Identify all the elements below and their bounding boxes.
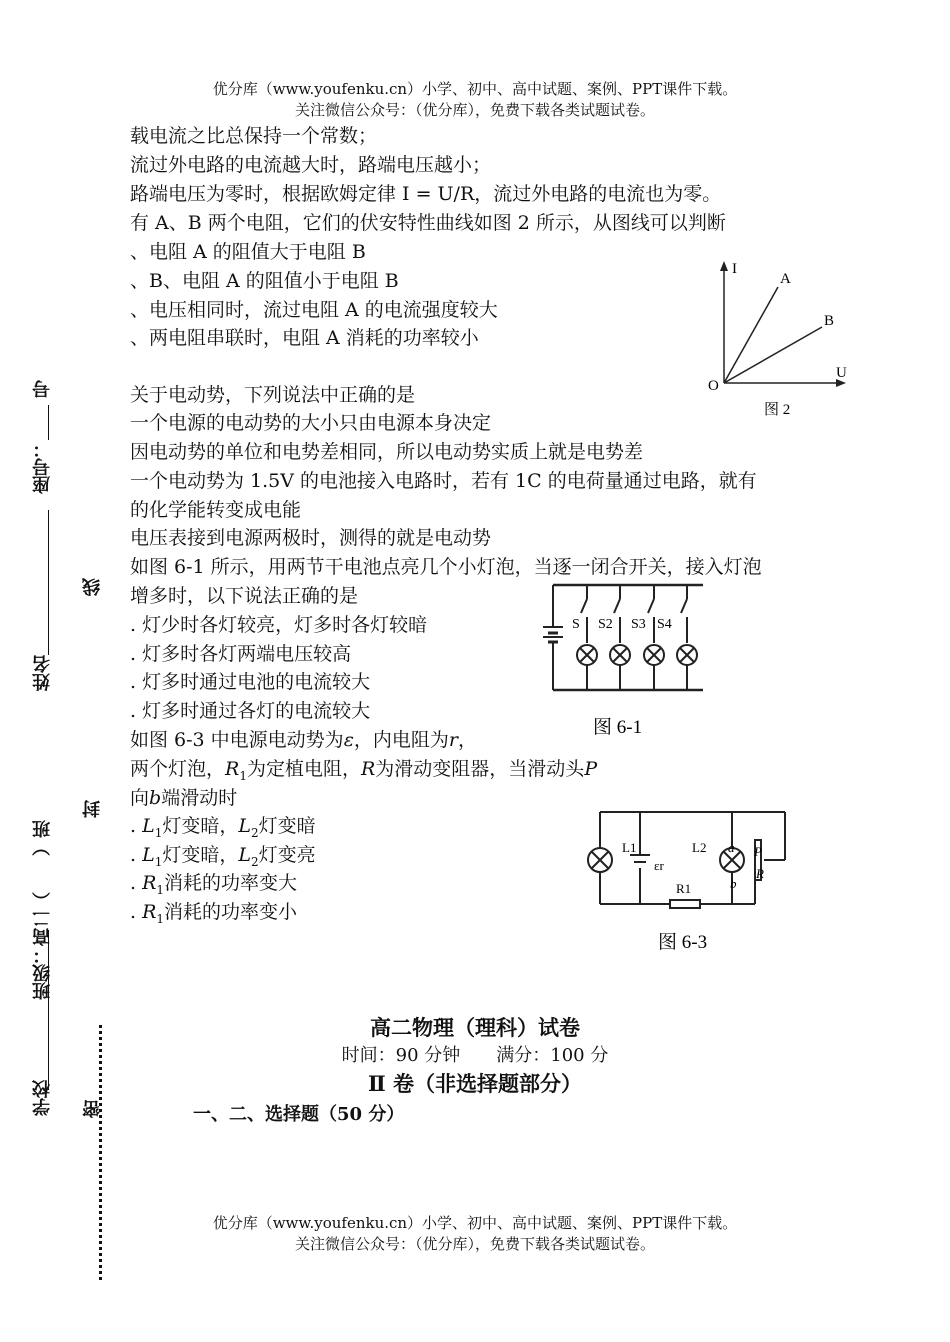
text-line: . 灯多时通过电池的电流较大 bbox=[130, 671, 371, 693]
exam-time: 时间：90 分钟 满分：100 分 bbox=[341, 1045, 609, 1066]
fig63-label-l1: L1 bbox=[622, 840, 637, 855]
class-label: 班级：高二（ ）班 bbox=[32, 820, 53, 1000]
fig63-label-r: R bbox=[756, 866, 764, 881]
figure-6-1 bbox=[535, 575, 720, 745]
text-line: 载电流之比总保持一个常数； bbox=[130, 125, 378, 147]
text-line: 、B、电阻 A 的阻值小于电阻 B bbox=[130, 270, 399, 292]
exam-title: 高二物理（理科）试卷 bbox=[370, 1015, 580, 1040]
header-line-2: 关注微信公众号：（优分库），免费下载各类试题试卷。 bbox=[294, 101, 655, 119]
q63-line-3: 向b端滑动时 bbox=[130, 787, 238, 809]
text-line: 、电阻 A 的阻值大于电阻 B bbox=[130, 241, 366, 263]
fig2-label-i: I bbox=[732, 261, 737, 277]
fig2-label-o: O bbox=[708, 378, 719, 394]
fig61-switch-s2: S2 bbox=[598, 617, 613, 632]
fig63-label-p: P bbox=[754, 844, 762, 859]
q63-option-c: . $R_1$消耗的功率变大 bbox=[130, 872, 298, 897]
fig63-label-l2: L2 bbox=[692, 840, 707, 855]
text-line: 流过外电路的电流越大时，路端电压越小； bbox=[130, 154, 492, 176]
text-line: 如图 6-1 所示，用两节干电池点亮几个小灯泡，当逐一闭合开关，接入灯泡 bbox=[130, 556, 762, 578]
q63-line-1: 如图 6-3 中电源电动势为ε，内电阻为r， bbox=[130, 729, 478, 751]
fig63-label-a: a bbox=[728, 840, 735, 855]
fig63-label-r1: R1 bbox=[676, 881, 692, 896]
footer-line-1: 优分库（www.youfenku.cn）小学、初中、高中试题、案例、PPT课件下载。 bbox=[212, 1214, 738, 1232]
footer-line-2: 关注微信公众号：（优分库），免费下载各类试题试卷。 bbox=[294, 1235, 655, 1253]
text-line: 关于电动势，下列说法中正确的是 bbox=[130, 384, 416, 406]
fig61-switch-s4: S4 bbox=[657, 617, 672, 632]
fig2-label-b: B bbox=[824, 313, 835, 329]
fig63-caption: 图 6-3 bbox=[658, 932, 708, 953]
fig2-label-u: U bbox=[836, 365, 847, 381]
text-line: . 灯少时各灯较亮，灯多时各灯较暗 bbox=[130, 614, 428, 636]
name-label: 姓名 bbox=[32, 655, 53, 691]
exam-part: Ⅱ 卷（非选择题部分） bbox=[367, 1071, 582, 1096]
q63-option-d: . $R_1$消耗的功率变小 bbox=[130, 901, 298, 926]
text-line: 因电动势的单位和电势差相同，所以电动势实质上就是电势差 bbox=[130, 441, 644, 463]
q63-option-b: . $L_1$灯变暗，$L_2$灯变亮 bbox=[130, 844, 316, 869]
mark-feng: 封 bbox=[82, 800, 103, 818]
fig2-caption: 图 2 bbox=[764, 402, 791, 418]
mark-mi: 密 bbox=[82, 1100, 103, 1118]
seat-label: 座号： bbox=[32, 440, 53, 494]
fig2-label-a: A bbox=[780, 271, 791, 287]
text-line: 电压表接到电源两极时，测得的就是电动势 bbox=[130, 527, 492, 549]
fig61-switch-s3: S3 bbox=[631, 617, 646, 632]
name-underline bbox=[48, 510, 51, 655]
q63-line-2: 两个灯泡，$R_1$为定植电阻，R为滑动变阻器，当滑动头P bbox=[130, 758, 598, 783]
text-line: 一个电源的电动势的大小只由电源本身决定 bbox=[130, 412, 492, 434]
text-line: 、电压相同时，流过电阻 A 的电流强度较大 bbox=[130, 299, 498, 321]
header-line-1: 优分库（www.youfenku.cn）小学、初中、高中试题、案例、PPT课件下载。 bbox=[212, 80, 738, 98]
fig63-label-b: b bbox=[730, 876, 737, 891]
text-line: 路端电压为零时，根据欧姆定律 I = U/R，流过外电路的电流也为零。 bbox=[130, 183, 722, 205]
figure-6-3 bbox=[580, 800, 800, 960]
fig61-caption: 图 6-1 bbox=[593, 717, 643, 738]
figure-2 bbox=[700, 255, 870, 425]
school-label: 学校 bbox=[32, 1080, 53, 1116]
fig63-label-er: εr bbox=[654, 858, 664, 873]
fig61-switch-s1: S bbox=[572, 617, 580, 632]
text-line: 一个电动势为 1.5V 的电池接入电路时，若有 1C 的电荷量通过电路，就有 bbox=[130, 470, 757, 492]
text-line: 有 A、B 两个电阻，它们的伏安特性曲线如图 2 所示，从图线可以判断 bbox=[130, 212, 726, 234]
text-line: . 灯多时各灯两端电压较高 bbox=[130, 643, 352, 665]
text-line: 的化学能转变成电能 bbox=[130, 499, 302, 521]
text-line: 增多时，以下说法正确的是 bbox=[130, 585, 359, 607]
text-line: . 灯多时通过各灯的电流较大 bbox=[130, 700, 371, 722]
text-line: 、两电阻串联时，电阻 A 消耗的功率较小 bbox=[130, 327, 479, 349]
fig2-line-a bbox=[724, 287, 778, 383]
fig2-line-b bbox=[724, 327, 822, 383]
seat-suffix: 号 bbox=[32, 380, 53, 398]
fig2-arrow-i bbox=[720, 261, 728, 271]
section-heading: 一、二、选择题（50 分） bbox=[193, 1104, 405, 1125]
seat-underline bbox=[48, 405, 51, 440]
mark-xian: 线 bbox=[82, 578, 103, 596]
q63-option-a: . $L_1$灯变暗，$L_2$灯变暗 bbox=[130, 815, 316, 840]
